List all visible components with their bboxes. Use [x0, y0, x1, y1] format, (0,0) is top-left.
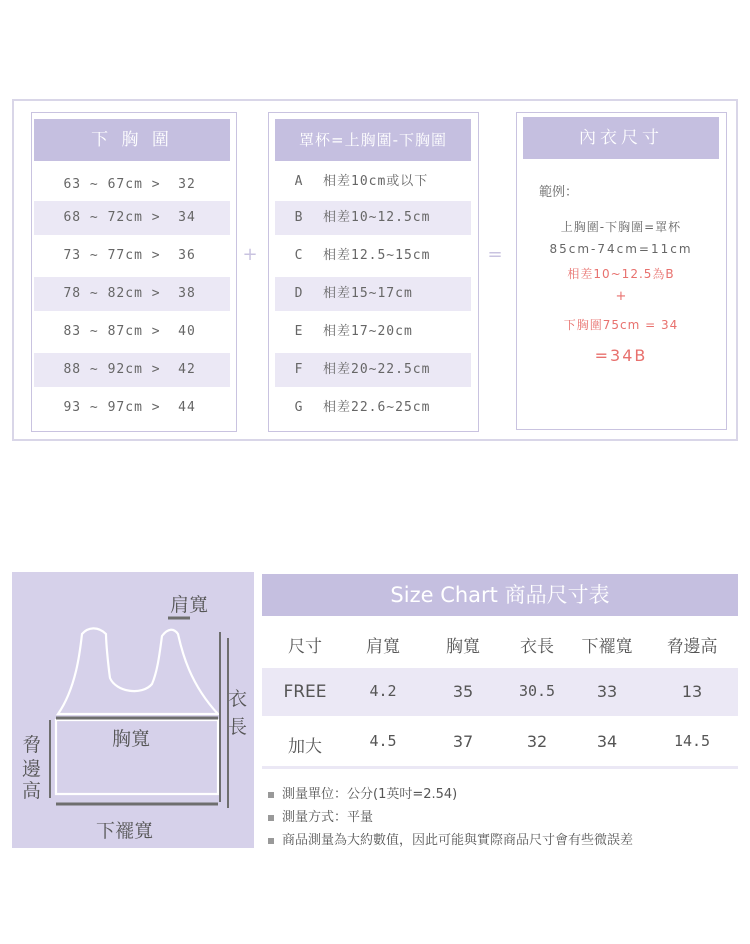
header-length: 衣長 — [520, 637, 554, 657]
garment-outline — [12, 572, 254, 848]
size-chart-header — [262, 620, 738, 664]
length-label-2: 長 — [228, 716, 248, 738]
underbust-row: 93 ~ 97cm > 44 — [63, 400, 196, 415]
side-label-1: 脅 — [22, 734, 42, 756]
note-item: 測量方式：平量 — [268, 806, 373, 825]
header-size: 尺寸 — [288, 637, 322, 657]
bullet-icon — [268, 792, 274, 798]
underbust-title: 下 胸 圍 — [34, 119, 230, 161]
cup-row: G 相差22.6~25cm — [294, 400, 431, 415]
shoulder-label: 肩寬 — [170, 594, 209, 616]
note-item: 商品測量為大約數值，因此可能與實際商品尺寸會有些微誤差 — [268, 829, 633, 848]
bullet-icon — [268, 815, 274, 821]
final-size: =34B — [594, 346, 648, 365]
equals-sign: = — [487, 244, 503, 265]
plus-sign: + — [242, 244, 258, 265]
cup-row: B 相差10~12.5cm — [275, 201, 471, 235]
chest-label: 胸寬 — [112, 728, 151, 750]
size-chart-row: FREE 4.2 35 30.5 33 13 — [262, 668, 738, 716]
bra-size-title: 內衣尺寸 — [523, 117, 719, 159]
underbust-row: 78 ~ 82cm > 38 — [34, 277, 230, 311]
plus-text: + — [615, 289, 627, 304]
cup-row: D 相差15~17cm — [275, 277, 471, 311]
side-label-3: 高 — [22, 780, 42, 802]
garment-diagram — [12, 572, 254, 848]
header-hem: 下襬寬 — [581, 637, 633, 657]
table-divider — [262, 766, 738, 769]
hem-label: 下襬寬 — [96, 820, 154, 842]
header-chest: 胸寬 — [446, 637, 480, 657]
calc-text: 85cm-74cm=11cm — [549, 242, 693, 256]
length-label-1: 衣 — [228, 688, 248, 710]
bullet-icon — [268, 838, 274, 844]
underbust-panel — [31, 112, 237, 432]
underbust-row: 68 ~ 72cm > 34 — [34, 201, 230, 235]
header-shoulder: 肩寬 — [366, 637, 400, 657]
underbust-row: 88 ~ 92cm > 42 — [34, 353, 230, 387]
cup-row: C 相差12.5~15cm — [294, 248, 431, 263]
cup-title: 罩杯=上胸圍-下胸圍 — [275, 119, 471, 161]
cup-result: 相差10~12.5為B — [567, 267, 675, 281]
side-label-2: 邊 — [22, 758, 42, 780]
underbust-result: 下胸圍75cm = 34 — [563, 318, 679, 332]
size-chart-row: 加大 4.5 37 32 34 14.5 — [288, 732, 711, 757]
underbust-row: 83 ~ 87cm > 40 — [63, 324, 196, 339]
cup-row: A 相差10cm或以下 — [294, 174, 429, 189]
example-label: 範例： — [539, 185, 579, 200]
cup-row: F 相差20~22.5cm — [275, 353, 471, 387]
formula-text: 上胸圍-下胸圍=罩杯 — [560, 220, 682, 234]
size-chart-title: Size Chart 商品尺寸表 — [262, 574, 738, 616]
underbust-row: 63 ~ 67cm > 32 — [63, 177, 196, 192]
header-side: 脅邊高 — [666, 637, 718, 657]
bra-size-panel — [516, 112, 727, 430]
cup-row: E 相差17~20cm — [294, 324, 413, 339]
note-item: 測量單位：公分(1英吋=2.54) — [268, 783, 457, 802]
underbust-row: 73 ~ 77cm > 36 — [63, 248, 196, 263]
cup-panel — [268, 112, 479, 432]
